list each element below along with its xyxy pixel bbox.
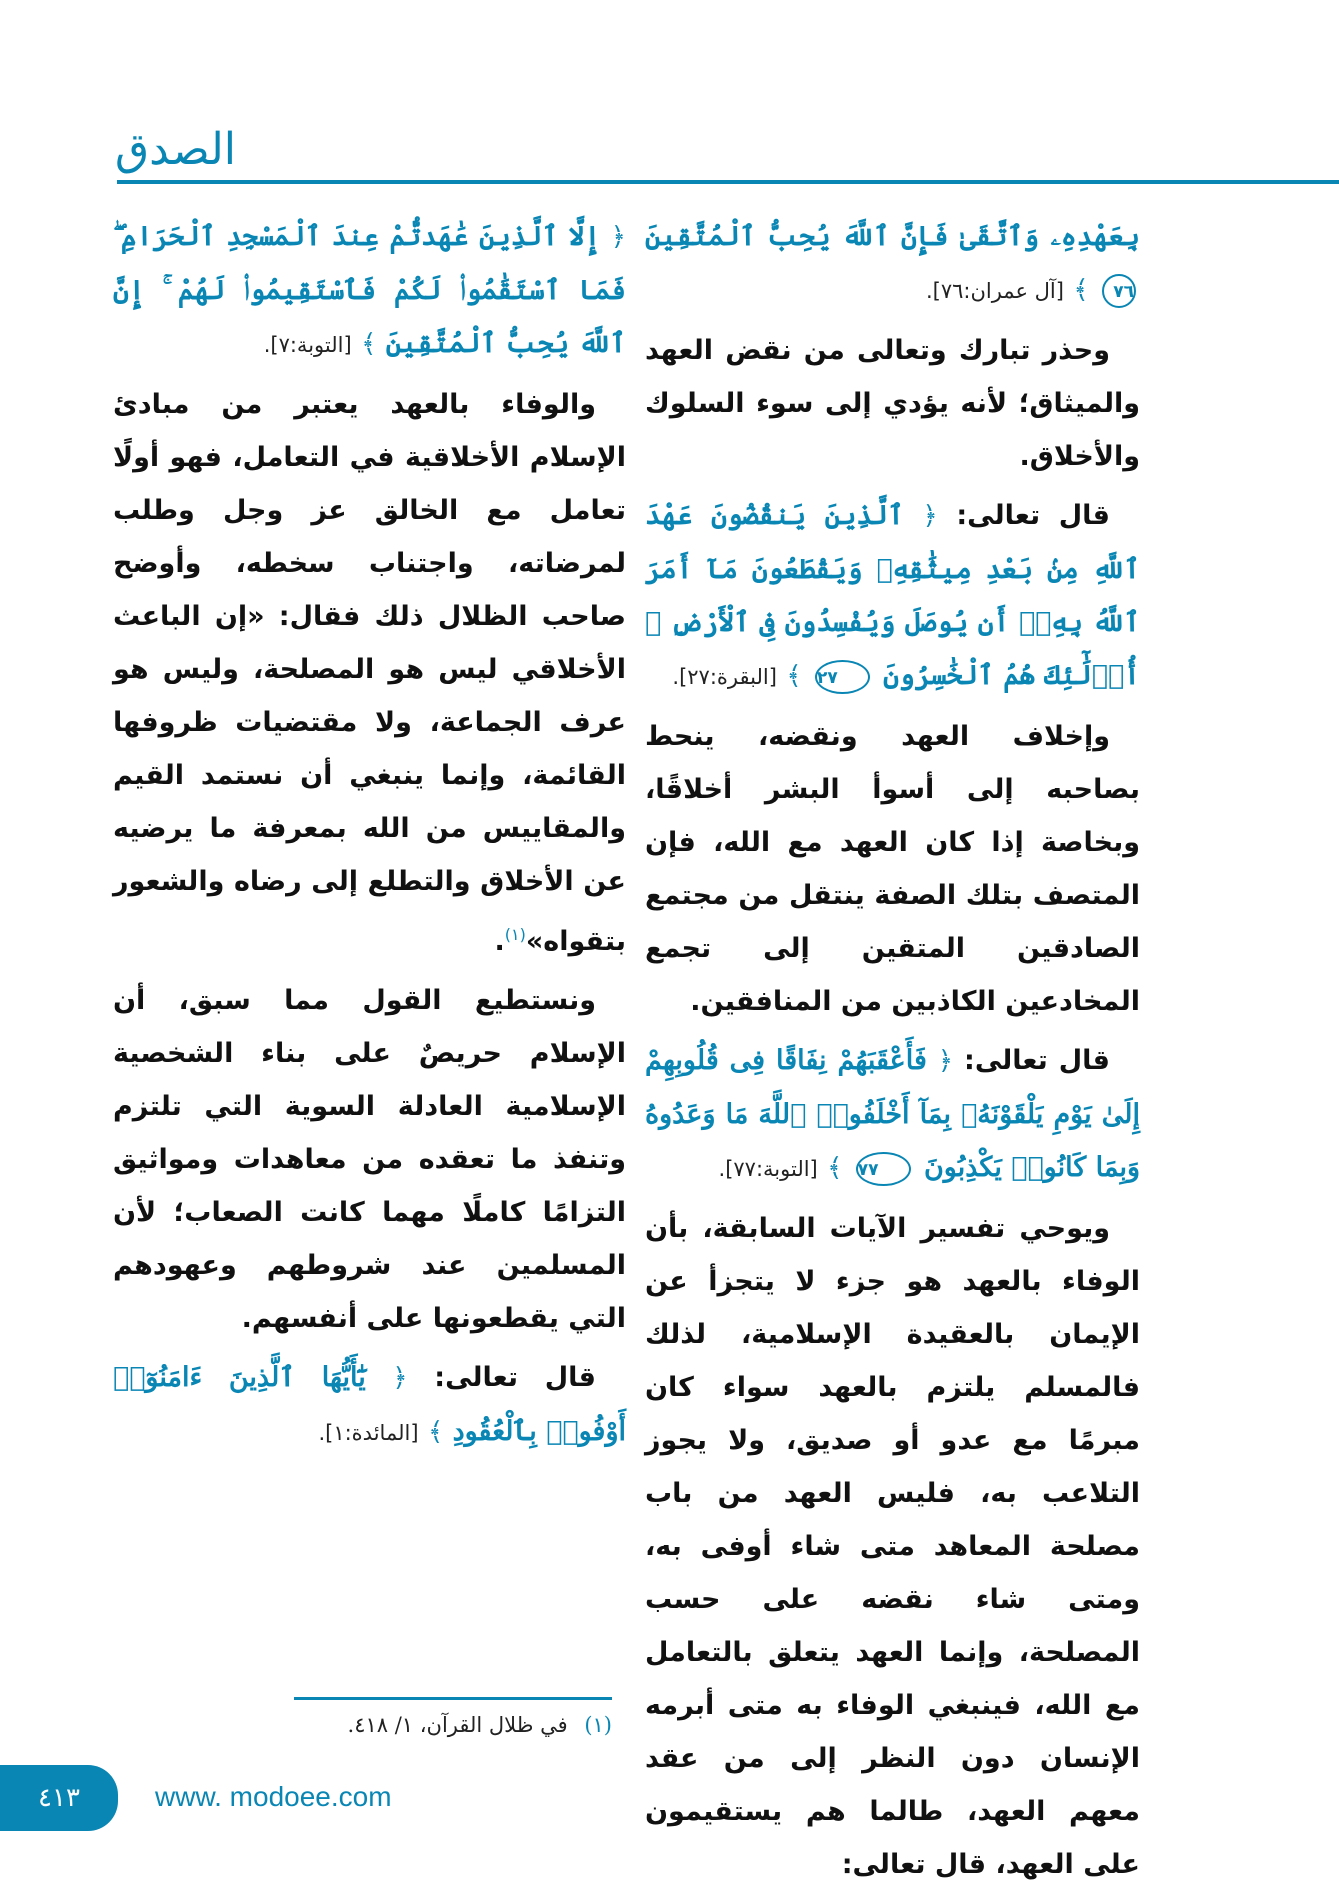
body-paragraph: ونستطيع القول مما سبق، أن الإسلام حريصٌ على بناء الشخصية الإسلامية العادلة السوية التي تلتزم وتنفذ ما تعقده من معاهدات ومواثيق التزامًا كاملًا مهما كانت الصعاب؛ لأن المسلمين عند شروطهم وعهودهم التي يقطعونها على أنفسهم. [113, 985, 626, 1334]
closing-ornament-icon: ﴾ [1073, 275, 1089, 305]
quran-text: يَٰٓأَيُّهَا ٱلَّذِينَ ءَامَنُوٓا۟ أَوْفُوا۟ بِٱلْعُقُودِ [113, 1362, 626, 1447]
quran-verse-paragraph [645, 210, 1140, 318]
closing-ornament-icon: ﴾ [786, 661, 802, 691]
opening-ornament-icon: ﴿ [610, 222, 626, 252]
quran-text: فَأَعْقَبَهُمْ نِفَاقًا فِى قُلُوبِهِمْ إِلَىٰ يَوْمِ يَلْقَوْنَهُۥ بِمَآ أَخْلَفُوا۟ ٱللَّهَ مَا وَعَدُوهُ وَبِمَا كَانُوا۟ يَكْذِبُونَ [645, 1045, 1140, 1183]
quran-verse-paragraph [645, 489, 1140, 704]
page-number: ٤١٣ [38, 1783, 80, 1813]
verse-intro: قال تعالى: [964, 1045, 1110, 1076]
ayah-number-marker: ٧٦ [1102, 274, 1136, 308]
quran-verse-paragraph [645, 1034, 1140, 1196]
opening-ornament-icon: ﴿ [922, 501, 938, 531]
quran-verse-paragraph [113, 1351, 626, 1460]
body-paragraph: وإخلاف العهد ونقضه، ينحط بصاحبه إلى أسوأ البشر أخلاقًا، وبخاصة إذا كان العهد مع الله، فإن المتصف بتلك الصفة ينتقل من مجتمع الصادقين المتقين إلى تجمع المخادعين الكاذبين من المنافقين. [645, 721, 1140, 1017]
quran-text: إِلَّا ٱلَّذِينَ عَٰهَدتُّمْ عِندَ ٱلْمَسْجِدِ ٱلْحَرَامِ ۖ فَمَا ٱسْتَقَٰمُوا۟ لَكُمْ فَٱسْتَقِيمُوا۟ لَهُمْ ۚ إِنَّ ٱللَّهَ يُحِبُّ ٱلْمُتَّقِينَ [113, 221, 626, 359]
quran-text: ٱلَّذِينَ يَنقُضُونَ عَهْدَ ٱللَّهِ مِنۢ بَعْدِ مِيثَٰقِهِۦ وَيَقْطَعُونَ مَآ أَمَرَ ٱللَّهُ بِهِۦٓ أَن يُوصَلَ وَيُفْسِدُونَ فِى ٱلْأَرْضِ ۚ أُو۟لَٰٓئِكَ هُمُ ٱلْخَٰسِرُونَ [645, 500, 1140, 691]
verse-reference: [آل عمران:٧٦]. [925, 279, 1064, 303]
verse-reference: [البقرة:٢٧]. [672, 665, 777, 689]
verse-intro: قال تعالى: [434, 1362, 596, 1393]
right-column [645, 210, 1140, 1897]
header-divider [117, 180, 1339, 184]
closing-ornament-icon: ﴾ [361, 329, 377, 359]
website-link[interactable]: www. modoee.com [155, 1781, 392, 1812]
footnote [294, 1705, 612, 1745]
verse-reference: [التوبة:٧٧]. [718, 1157, 818, 1181]
opening-ornament-icon: ﴿ [392, 1363, 408, 1393]
footnote-number: (١) [584, 1713, 612, 1737]
closing-ornament-icon: ﴾ [827, 1153, 843, 1183]
verse-reference: [المائدة:١]. [318, 1421, 419, 1445]
body-paragraph [113, 378, 626, 968]
quran-text: بِعَهْدِهِۦ وَٱتَّقَىٰ فَإِنَّ ٱللَّهَ يُحِبُّ ٱلْمُتَّقِينَ [645, 221, 1140, 252]
verse-reference: [التوبة:٧]. [263, 333, 352, 357]
left-column [113, 210, 626, 1466]
footnote-divider [294, 1697, 612, 1700]
page-title: الصدق [115, 124, 237, 175]
paragraph-end: . [494, 926, 505, 957]
body-paragraph: وحذر تبارك وتعالى من نقض العهد والميثاق؛ لأنه يؤدي إلى سوء السلوك والأخلاق. [645, 335, 1140, 472]
verse-intro: قال تعالى: [956, 500, 1110, 531]
body-paragraph: ويوحي تفسير الآيات السابقة، بأن الوفاء بالعهد هو جزء لا يتجزأ عن الإيمان بالعقيدة الإسلامية، لذلك فالمسلم يلتزم بالعهد سواء كان مبرمًا مع عدو أو صديق، ولا يجوز التلاعب به، فليس العهد من باب مصلحة المعاهد متى شاء أوفى به، ومتى شاء نقضه على حسب المصلحة، وإنما العهد يتعلق بالتعامل مع الله، فينبغي الوفاء به متى أبرمه الإنسان دون النظر إلى من عقد معهم العهد، طالما هم يستقيمون على العهد، قال تعالى: [645, 1213, 1140, 1880]
quran-verse-paragraph [113, 210, 626, 372]
opening-ornament-icon: ﴿ [937, 1046, 954, 1076]
paragraph-text: والوفاء بالعهد يعتبر من مبادئ الإسلام الأخلاقية في التعامل، فهو أولًا تعامل مع الخالق عز وجل وطلب لمرضاته، واجتناب سخطه، وأوضح صاحب الظلال ذلك فقال: «إن الباعث الأخلاقي ليس هو المصلحة، وليس هو عرف الجماعة، ولا مقتضيات ظروفها القائمة، وإنما ينبغي أن نستمد القيم والمقاييس من الله بمعرفة ما يرضيه عن الأخلاق والتطلع إلى رضاه والشعور بتقواه» [113, 389, 626, 957]
footnote-text: في ظلال القرآن، ١/ ٤١٨. [347, 1713, 568, 1737]
ayah-number-marker: ٧٧ [856, 1152, 911, 1186]
ayah-number-marker: ٢٧ [815, 660, 870, 694]
closing-ornament-icon: ﴾ [427, 1417, 444, 1447]
page-number-badge [0, 1765, 118, 1831]
footnote-reference[interactable]: (١) [504, 925, 526, 944]
